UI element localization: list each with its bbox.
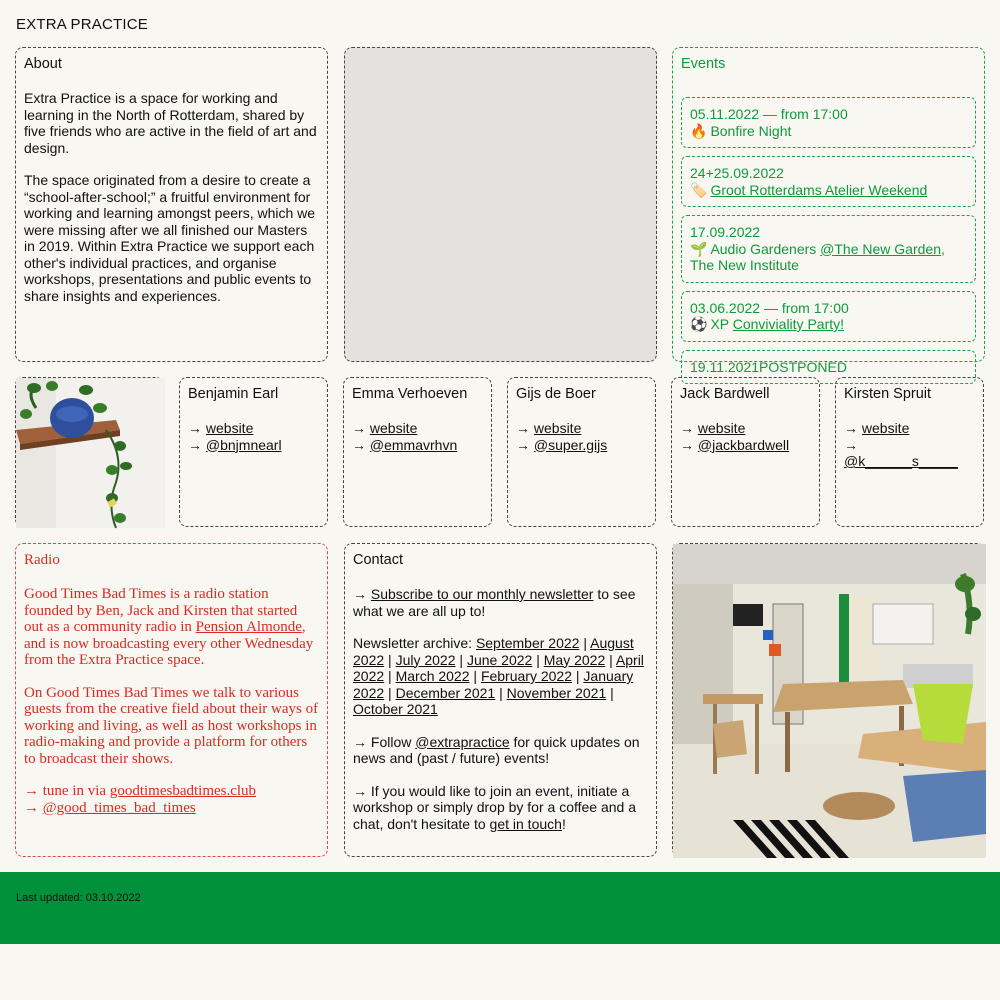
newsletter-paragraph: → Subscribe to our monthly newsletter to see what we are all up to! [353, 586, 636, 619]
event-card [681, 97, 976, 148]
arrow-icon: → [844, 436, 858, 453]
arrow-icon: → [188, 420, 206, 436]
footer [0, 872, 1000, 944]
archive-link[interactable]: June 2022 [466, 651, 533, 668]
archive-link[interactable]: December 2021 [395, 684, 496, 701]
arrow-icon: → [352, 420, 370, 436]
arrow-icon: → [516, 436, 534, 453]
member-handle-link[interactable]: @emmavrhvn [369, 436, 458, 453]
tune-in-text: tune in via [42, 783, 110, 799]
site-title[interactable]: EXTRA PRACTICE [16, 16, 148, 33]
arrow-icon: → [844, 420, 862, 436]
event-card [681, 215, 976, 283]
event-card [681, 291, 976, 342]
member-name: Kirsten Spruit [844, 386, 932, 402]
archive-link[interactable]: April 2022 [353, 651, 644, 684]
event-text: XP [710, 316, 733, 332]
about-paragraph-2: The space originated from a desire to create a “school-after-school;” a fruitful environment for working and learning amongst peers, which we were missing after we all finished our Masters in 2019. Within Extra Practice we support each other's individual practices, and organise workshops, presentations and public events to share insights and experiences. [24, 172, 316, 304]
archive-link[interactable]: May 2022 [543, 651, 606, 668]
fire-icon: 🔥 [690, 122, 708, 139]
about-panel [15, 47, 328, 362]
member-handle-link[interactable]: @super.gijs [533, 436, 608, 453]
event-text: Audio Gardeners [710, 240, 821, 257]
radio-paragraph-1: Good Times Bad Times is a radio station founded by Ben, Jack and Kirsten that started out as a community radio in Pension Almonde, and is now broadcasting every other Wednesday from the Extra Practice space. [24, 586, 314, 668]
event-date: 24+25.09.2022 [690, 165, 784, 181]
about-heading: About [24, 56, 62, 72]
event-link[interactable]: @The New Garden [820, 240, 941, 257]
archive-link[interactable]: November 2021 [506, 684, 607, 701]
event-title: Bonfire Night [710, 122, 792, 139]
archive-link[interactable]: July 2022 [395, 651, 456, 668]
featured-image-placeholder [344, 47, 657, 362]
contact-panel [344, 543, 657, 857]
about-paragraph-1: Extra Practice is a space for working and learning in the North of Rotterdam, shared by five friends who are active in the field of art and design. [24, 90, 317, 156]
seedling-icon: 🌱 [690, 240, 708, 257]
event-text: , The New Institute [690, 240, 945, 273]
archive-link[interactable]: August 2022 [353, 635, 634, 668]
newsletter-subscribe-link[interactable]: Subscribe to our monthly newsletter [370, 586, 594, 602]
last-updated: Last updated: 03.10.2022 [16, 892, 141, 904]
contact-heading: Contact [353, 552, 403, 568]
radio-website-link[interactable]: goodtimesbadtimes.club [109, 783, 257, 799]
follow-paragraph: → Follow @extrapractice for quick updates on news and (past / future) events! [353, 733, 640, 766]
event-date: 19.11.2021POSTPONED [690, 358, 847, 375]
radio-panel [15, 543, 328, 857]
member-card-benjamin-earl [179, 377, 328, 527]
member-name: Emma Verhoeven [352, 386, 468, 402]
member-name: Benjamin Earl [188, 386, 279, 402]
studio-photo [672, 543, 985, 857]
arrow-icon: → [516, 420, 534, 436]
arrow-icon: → [353, 586, 371, 602]
member-handle-link[interactable]: @jackbardwell [697, 436, 790, 453]
arrow-icon: → [680, 436, 698, 453]
radio-handle-link[interactable]: @good_times_bad_times [42, 799, 196, 816]
arrow-icon: → [353, 733, 371, 750]
arrow-icon: → [188, 436, 206, 453]
event-link[interactable]: Groot Rotterdams Atelier Weekend [710, 181, 928, 198]
label-icon: 🏷️ [690, 181, 708, 198]
member-name: Jack Bardwell [680, 386, 770, 402]
arrow-icon: → [24, 783, 43, 799]
plant-photo [15, 377, 164, 527]
arrow-icon: → [353, 782, 371, 799]
event-date: 17.09.2022 [690, 224, 761, 240]
archive-link[interactable]: September 2022 [475, 635, 580, 651]
get-in-touch-link[interactable]: get in touch [489, 815, 562, 832]
radio-paragraph-2: On Good Times Bad Times we talk to various guests from the creative field about their ways of working and living, as well as host workshops in radio-making and provide a platform for others to broadcast their shows. [24, 684, 319, 767]
radio-heading: Radio [24, 552, 60, 568]
event-date: 05.11.2022 — from 17:00 [690, 106, 848, 122]
events-panel[interactable] [672, 47, 985, 375]
pension-almonde-link[interactable]: Pension Almonde [195, 619, 302, 635]
member-card-kirsten-spruit [835, 377, 984, 527]
event-card [681, 156, 976, 207]
arrow-icon: → [352, 436, 370, 453]
instagram-link[interactable]: @extrapractice [415, 733, 510, 750]
member-website-link[interactable]: website [533, 420, 582, 436]
newsletter-archive: Newsletter archive: September 2022 | August 2022 | July 2022 | June 2022 | May 2022 | April 2022 | March 2022 | February 2022 | January 2022 | December 2021 | November 2021 | October 2021 [353, 635, 644, 717]
archive-link[interactable]: January 2022 [353, 668, 634, 701]
member-website-link[interactable]: website [861, 420, 910, 436]
member-name: Gijs de Boer [516, 386, 596, 402]
soccer-ball-icon: ⚽ [690, 316, 708, 332]
event-date: 03.06.2022 — from 17:00 [690, 299, 849, 316]
archive-link[interactable]: October 2021 [353, 701, 438, 717]
join-paragraph: → If you would like to join an event, initiate a workshop or simply drop by for a coffee and a chat, don't hesitate to get in touch! [353, 782, 637, 832]
event-link[interactable]: Conviviality Party! [732, 316, 845, 332]
member-website-link[interactable]: website [697, 420, 746, 436]
member-handle-link[interactable]: @bnjmnearl [205, 436, 282, 453]
member-website-link[interactable]: website [369, 420, 418, 436]
archive-link[interactable]: March 2022 [395, 668, 470, 684]
arrow-icon: → [24, 799, 43, 816]
events-heading: Events [681, 56, 726, 72]
arrow-icon: → [680, 420, 698, 436]
member-handle-link[interactable]: @k______s_____ [844, 453, 958, 469]
member-card-emma-verhoeven [343, 377, 492, 527]
archive-link[interactable]: February 2022 [480, 668, 572, 684]
member-card-jack-bardwell [671, 377, 820, 527]
member-card-gijs-de-boer [507, 377, 656, 527]
member-website-link[interactable]: website [205, 420, 254, 436]
